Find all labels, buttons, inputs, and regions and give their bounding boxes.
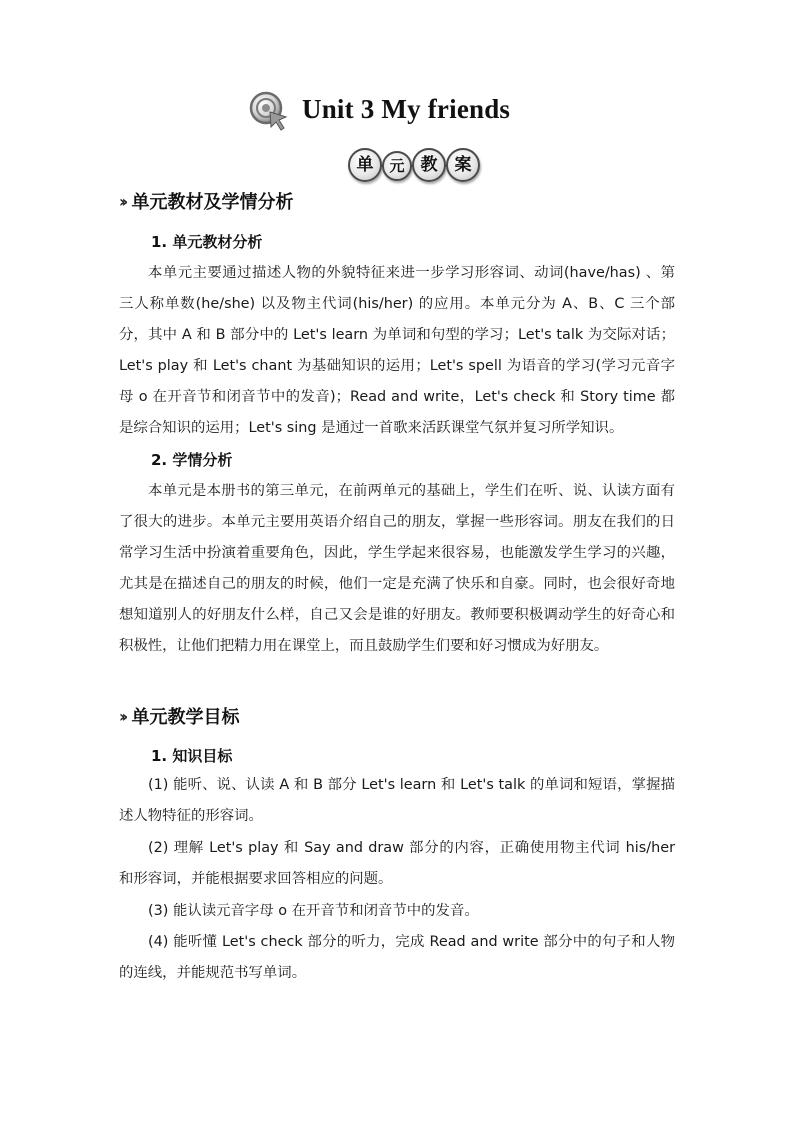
badge-char: 单 xyxy=(348,148,382,182)
section-heading-text: 单元教学目标 xyxy=(131,707,240,728)
section-heading-analysis xyxy=(119,188,293,214)
subheading-textbook-analysis: 1. 单元教材分析 xyxy=(151,233,263,251)
badge-char: 教 xyxy=(412,148,446,182)
unit-lesson-plan-badge xyxy=(348,148,480,182)
subheading-knowledge-goals: 1. 知识目标 xyxy=(151,747,233,765)
goal-item: (1) 能听、说、认读 A 和 B 部分 Let's learn 和 Let's talk 的单词和短语，掌握描述人物特征的形容词。 xyxy=(119,777,675,824)
page-title: Unit 3 My friends xyxy=(302,94,511,124)
goal-item: (3) 能认读元音字母 o 在开音节和闭音节中的发音。 xyxy=(148,903,479,919)
goal-item: (2) 理解 Let's play 和 Say and draw 部分的内容，正确使用物主代词 his/her 和形容词，并能根据要求回答相应的问题。 xyxy=(119,840,675,887)
double-chevron-icon: ›› xyxy=(119,707,125,726)
section-heading-text: 单元教材及学情分析 xyxy=(131,192,294,213)
paragraph-student-analysis: 本单元是本册书的第三单元，在前两单元的基础上，学生们在听、说、认读方面有了很大的进步。本单元主要用英语介绍自己的朋友，掌握一些形容词。朋友在我们的日常学习生活中扮演着重要角色，因此，学生学起来很容易，也能激发学生学习的兴趣，尤其是在描述自己的朋友的时候，他们一定是充满了快乐和自豪。同时，也会很好奇地想知道别人的好朋友什么样，自己又会是谁的好朋友。教师要积极调动学生的好奇心和积极性，让他们把精力用在课堂上，而且鼓励学生们要和好习惯成为好朋友。 xyxy=(119,483,675,654)
paragraph-textbook-analysis: 本单元主要通过描述人物的外貌特征来进一步学习形容词、动词(have/has) 、第三人称单数(he/she) 以及物主代词(his/her) 的应用。本单元分为 A、B、C 三个部分，其中 A 和 B 部分中的 Let's learn 为单词和句型的学习；Let's talk 为交际对话；Let's play 和 Let's chant 为基础知识的运用；Let's spell 为语音的学习(学习元音字母 o 在开音节和闭音节中的发音)；Read and write，Let's check 和 Story time 都是综合知识的运用；Let's sing 是通过一首歌来活跃课堂气氛并复习所学知识。 xyxy=(119,265,675,436)
badge-char: 案 xyxy=(446,148,480,182)
goal-item: (4) 能听懂 Let's check 部分的听力，完成 Read and write 部分中的句子和人物的连线，并能规范书写单词。 xyxy=(119,934,675,981)
title-row xyxy=(0,88,794,138)
subheading-student-analysis: 2. 学情分析 xyxy=(151,451,233,469)
magnifier-cursor-icon xyxy=(248,90,292,134)
double-chevron-icon: ›› xyxy=(119,192,125,211)
badge-char: 元 xyxy=(382,151,412,181)
section-heading-goals xyxy=(119,703,239,729)
